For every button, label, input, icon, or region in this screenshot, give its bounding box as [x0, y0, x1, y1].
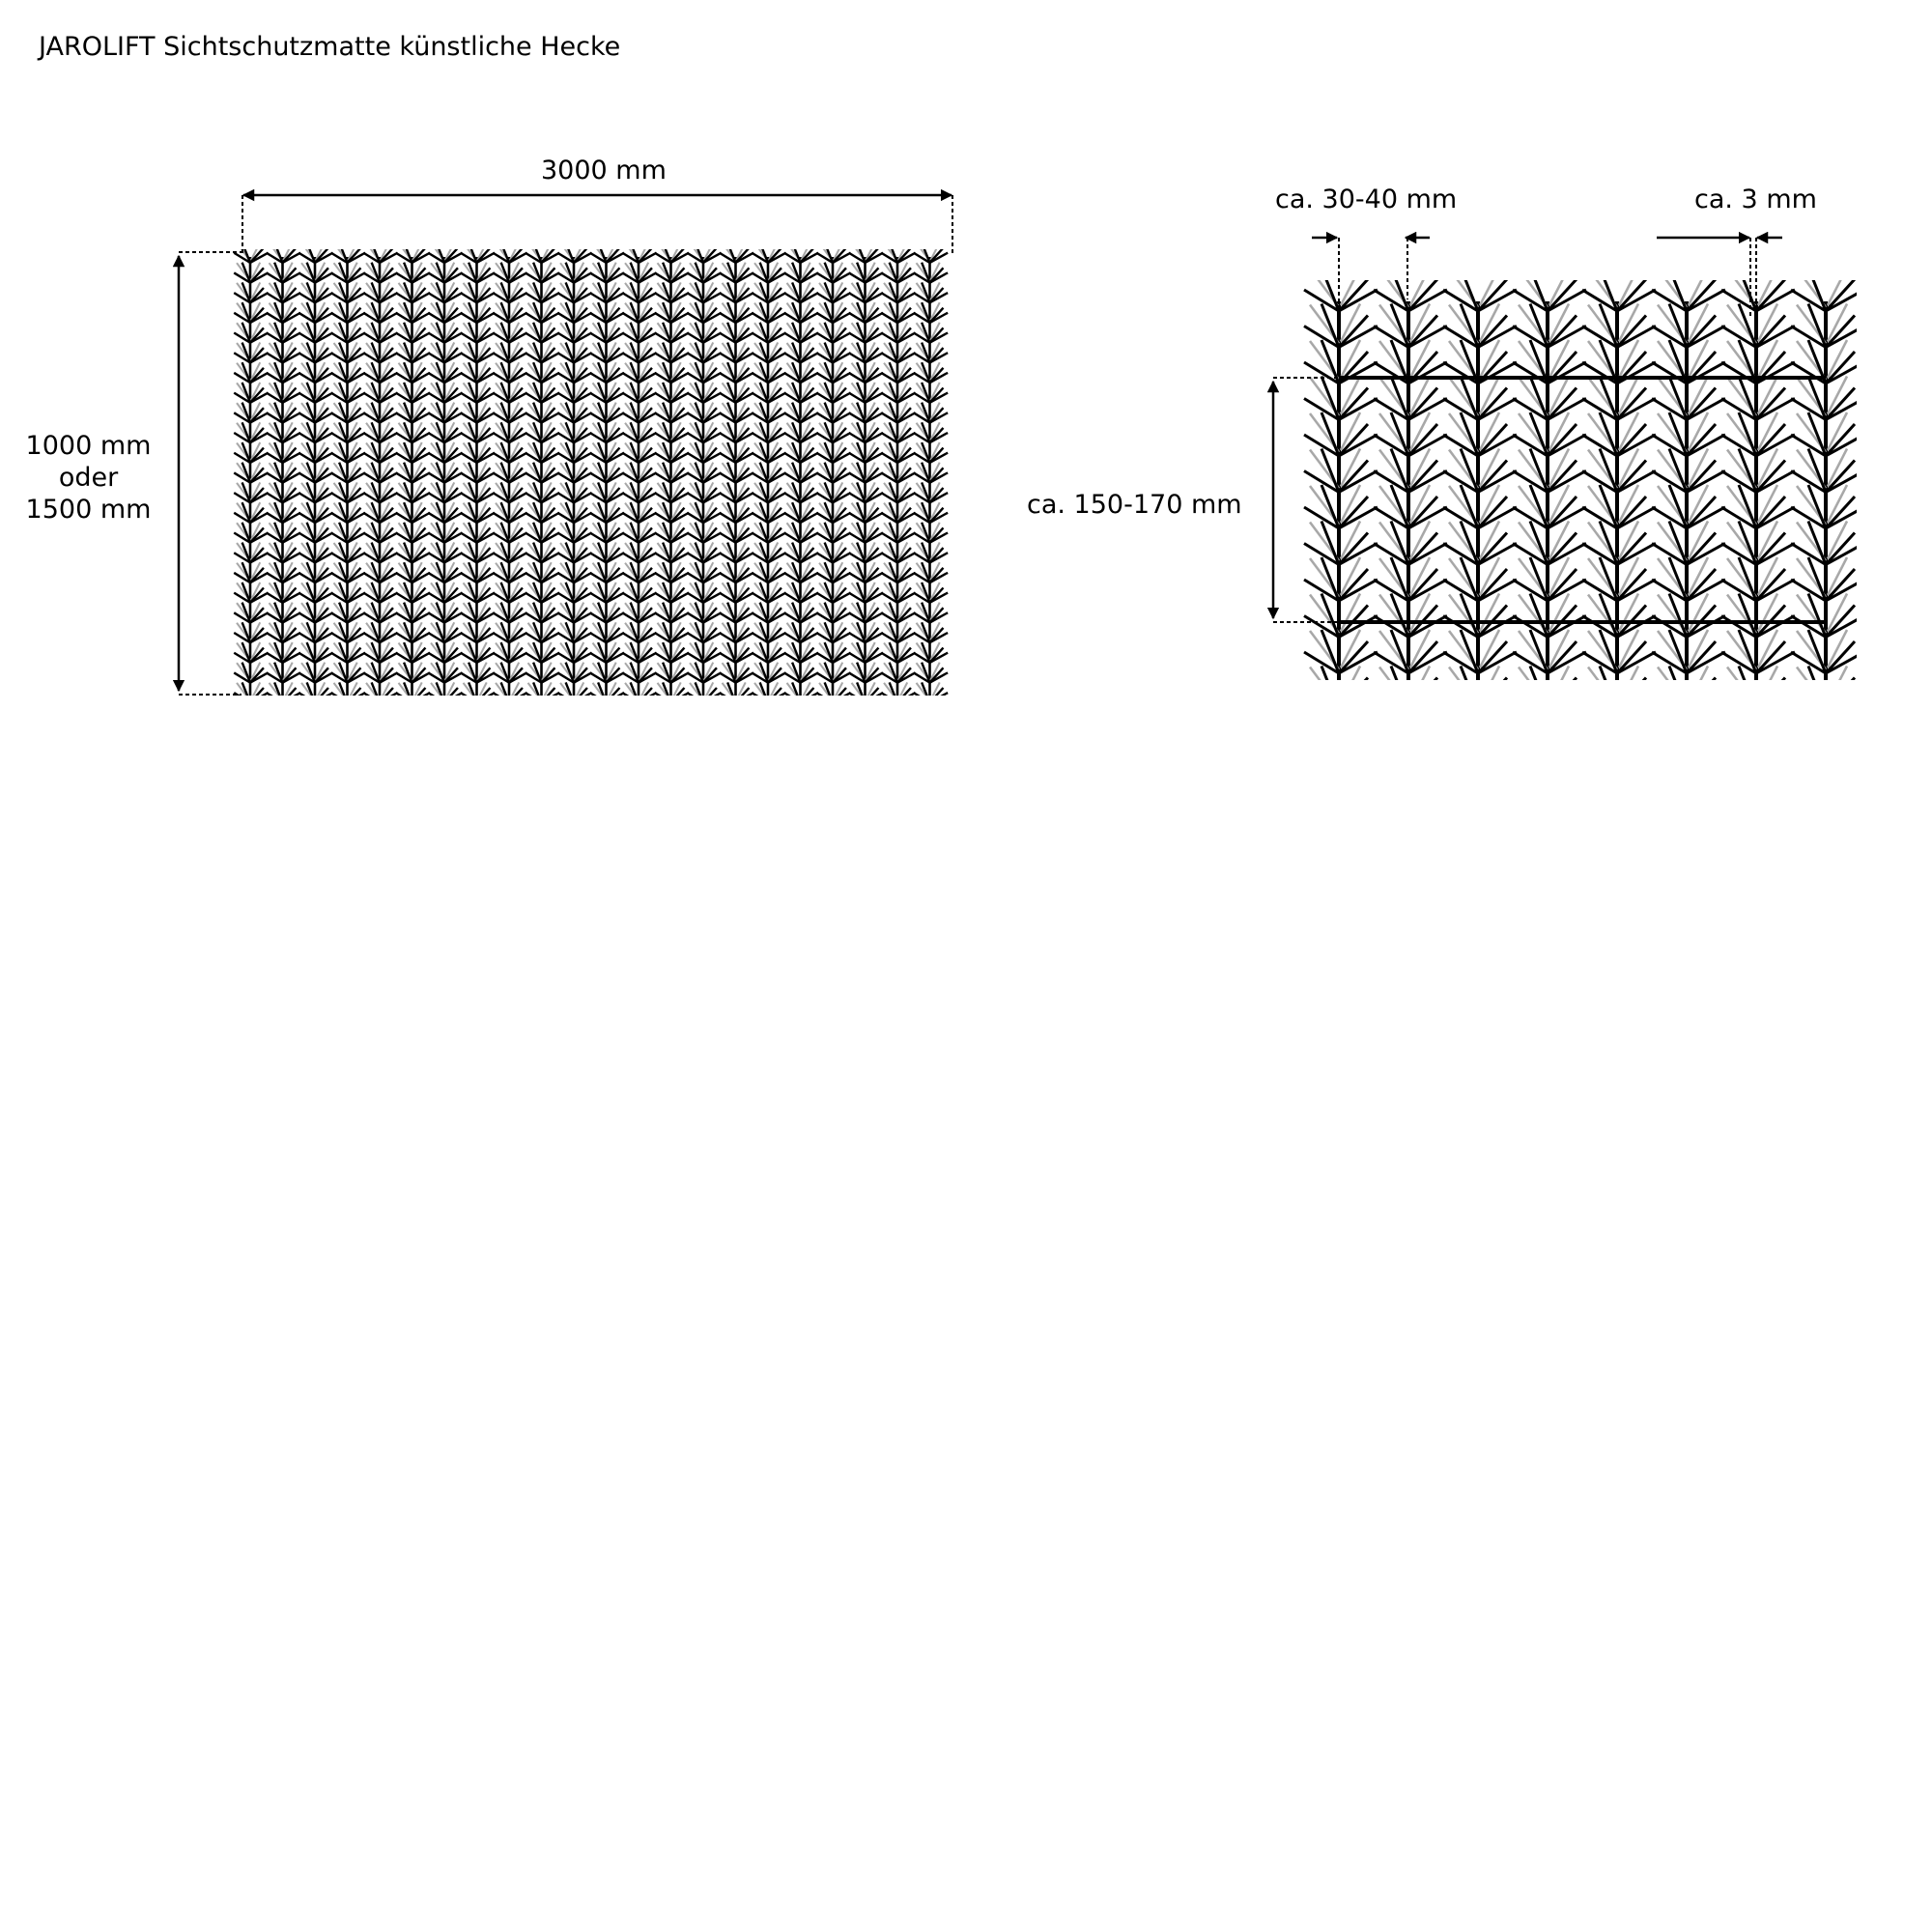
leaf-tip	[946, 353, 948, 354]
leaf	[1687, 279, 1716, 311]
leaf-tip	[1861, 290, 1864, 292]
leaf-tip	[946, 412, 948, 413]
leaf	[1617, 641, 1646, 673]
leaf-grey	[575, 682, 583, 699]
leaf-tip	[946, 533, 948, 534]
leaf	[1826, 497, 1855, 528]
leaf	[1687, 461, 1716, 493]
height-option-separator: oder	[58, 463, 119, 493]
leaf	[1756, 316, 1785, 348]
leaf	[1339, 388, 1368, 420]
chevron-arm	[1339, 691, 1374, 710]
leaf	[1339, 569, 1368, 601]
leaf	[1826, 424, 1855, 456]
leaf	[1478, 424, 1507, 456]
leaf	[1617, 424, 1646, 456]
leaf-tip	[1861, 362, 1864, 364]
leaf-grey	[348, 682, 356, 699]
leaf	[1408, 641, 1437, 673]
leaf-tip	[946, 272, 948, 273]
leaf-grey	[381, 682, 389, 699]
leaf	[1687, 569, 1716, 601]
leaf	[1478, 461, 1507, 493]
leaf-tip	[946, 573, 948, 574]
leaf-tip	[946, 633, 948, 634]
leaf-tip	[1861, 689, 1864, 691]
chevron-arm	[1478, 691, 1513, 710]
leaf-tip	[1582, 689, 1586, 691]
leaf	[1548, 641, 1577, 673]
leaf-grey	[412, 682, 421, 699]
leaf-tip	[1652, 689, 1656, 691]
leaf	[1408, 569, 1437, 601]
leaf-tip	[946, 653, 948, 654]
leaf	[1339, 678, 1368, 710]
leaf	[1826, 461, 1855, 493]
height-option-1: 1000 mm	[25, 431, 152, 461]
leaf-grey	[834, 682, 842, 699]
leaf	[1339, 461, 1368, 493]
leaf-grey	[769, 682, 778, 699]
leaf	[1339, 424, 1368, 456]
leaf	[1687, 533, 1716, 565]
leaf	[1617, 497, 1646, 528]
leaf	[1339, 316, 1368, 348]
leaf	[1826, 678, 1855, 710]
row-spacing-label: ca. 150-170 mm	[1027, 490, 1242, 520]
leaf	[1548, 461, 1577, 493]
leaf-tip	[1861, 471, 1864, 473]
leaf	[1408, 678, 1437, 710]
leaf	[1687, 641, 1716, 673]
leaf-grey	[316, 682, 325, 699]
leaf	[1478, 569, 1507, 601]
chevron-arm	[1374, 689, 1408, 710]
leaf	[1617, 279, 1646, 311]
leaf	[1826, 316, 1855, 348]
leaf-tip	[1861, 652, 1864, 654]
leaf-grey	[639, 682, 648, 699]
leaf-grey	[445, 682, 454, 699]
leaf-tip	[946, 373, 948, 374]
height-option-2: 1500 mm	[25, 495, 152, 525]
leaf	[1826, 352, 1855, 384]
leaf	[1826, 641, 1855, 673]
leaf-tip	[1861, 544, 1864, 546]
chevron-arm	[1408, 691, 1443, 710]
chevron-arm	[1826, 691, 1861, 710]
chevron-arm	[1513, 689, 1548, 710]
leaf	[1408, 316, 1437, 348]
leaf	[1756, 533, 1785, 565]
chevron-arm	[1582, 689, 1617, 710]
leaf	[1478, 533, 1507, 565]
hedge-mat-detail	[1304, 268, 1864, 710]
leaf-tip	[946, 593, 948, 594]
leaf-grey	[542, 682, 551, 699]
leaf	[1408, 424, 1437, 456]
leaf	[1617, 316, 1646, 348]
chevron-arm	[1756, 691, 1791, 710]
leaf	[1478, 678, 1507, 710]
leaf-tip	[946, 333, 948, 334]
leaf-grey	[283, 682, 292, 699]
leaf-tip	[1861, 507, 1864, 509]
leaf	[1548, 279, 1577, 311]
height-dimension	[179, 252, 242, 695]
leaf	[1756, 279, 1785, 311]
leaf-tip	[946, 672, 948, 673]
leaf-tip	[1861, 580, 1864, 582]
leaf	[1826, 533, 1855, 565]
leaf-grey	[251, 682, 260, 699]
leaf-tip	[946, 433, 948, 434]
leaf-tip	[946, 693, 948, 694]
leaf-tip	[1374, 689, 1378, 691]
leaf-grey	[704, 682, 713, 699]
leaf	[1687, 497, 1716, 528]
leaf	[1756, 641, 1785, 673]
leaf-tip	[1443, 689, 1447, 691]
leaf	[1548, 497, 1577, 528]
chevron-arm	[1687, 691, 1721, 710]
leaf	[1339, 641, 1368, 673]
leaf	[1548, 569, 1577, 601]
leaf	[1478, 316, 1507, 348]
leaf-tip	[1513, 689, 1517, 691]
hedge-mat-overview	[234, 242, 948, 702]
leaf-tip	[946, 553, 948, 554]
chevron-arm	[1548, 691, 1582, 710]
leaf	[1756, 569, 1785, 601]
leaf	[1478, 497, 1507, 528]
leaf	[1687, 316, 1716, 348]
leaf-grey	[510, 682, 519, 699]
leaf-tip	[946, 293, 948, 294]
leaf	[1617, 569, 1646, 601]
leaf-tip	[946, 253, 948, 254]
leaf-tip	[946, 313, 948, 314]
leaf-tip	[946, 453, 948, 454]
leaf-tip	[946, 393, 948, 394]
leaf-tip	[946, 493, 948, 494]
leaf-grey	[477, 682, 486, 699]
leaf-grey	[671, 682, 680, 699]
leaf-tip	[1861, 327, 1864, 328]
leaf	[1408, 533, 1437, 565]
chevron-arm	[1617, 691, 1652, 710]
chevron-arm	[1304, 689, 1339, 710]
leaf-tip	[1861, 399, 1864, 401]
leaf-tip	[946, 472, 948, 473]
chevron-arm	[1791, 689, 1826, 710]
leaf	[1478, 641, 1507, 673]
stem-spacing-label: ca. 30-40 mm	[1275, 185, 1458, 214]
leaf-grey	[801, 682, 810, 699]
width-dimension-label: 3000 mm	[541, 156, 667, 185]
leaf	[1826, 569, 1855, 601]
leaf	[1617, 388, 1646, 420]
leaf-tip	[946, 513, 948, 514]
leaf	[1408, 461, 1437, 493]
chevron-arm	[1721, 689, 1756, 710]
leaf-grey	[930, 682, 939, 699]
leaf	[1756, 497, 1785, 528]
leaf	[1478, 388, 1507, 420]
document-title: JAROLIFT Sichtschutzmatte künstliche Hecke	[39, 32, 621, 62]
leaf	[1408, 279, 1437, 311]
leaf-grey	[866, 682, 874, 699]
leaf	[1408, 388, 1437, 420]
leaf	[1548, 388, 1577, 420]
leaf	[1548, 316, 1577, 348]
leaf	[1687, 678, 1716, 710]
leaf	[1617, 533, 1646, 565]
leaf	[1339, 533, 1368, 565]
leaf	[1548, 424, 1577, 456]
leaf	[1687, 424, 1716, 456]
leaf-grey	[736, 682, 745, 699]
leaf	[1756, 678, 1785, 710]
leaf-tip	[1721, 689, 1725, 691]
leaf	[1339, 279, 1368, 311]
leaf	[1617, 461, 1646, 493]
leaf-grey	[898, 682, 907, 699]
leaf	[1478, 279, 1507, 311]
leaf	[1687, 388, 1716, 420]
leaf	[1408, 497, 1437, 528]
stem-spacing-dimension	[1312, 238, 1430, 309]
leaf	[1548, 533, 1577, 565]
leaf	[1826, 279, 1855, 311]
leaf	[1548, 678, 1577, 710]
leaf	[1826, 606, 1855, 638]
leaf-tip	[946, 612, 948, 613]
leaf	[1826, 388, 1855, 420]
leaf	[1756, 424, 1785, 456]
leaf-tip	[1861, 616, 1864, 618]
leaf	[1617, 678, 1646, 710]
chevron-arm	[1443, 689, 1478, 710]
leaf-grey	[607, 682, 615, 699]
leaf	[1756, 461, 1785, 493]
wire-thickness-label: ca. 3 mm	[1694, 185, 1817, 214]
leaf-tip	[1791, 689, 1795, 691]
width-dimension	[242, 195, 952, 253]
chevron-arm	[1652, 689, 1687, 710]
leaf-tip	[1861, 435, 1864, 437]
leaf	[1756, 388, 1785, 420]
leaf	[1339, 497, 1368, 528]
